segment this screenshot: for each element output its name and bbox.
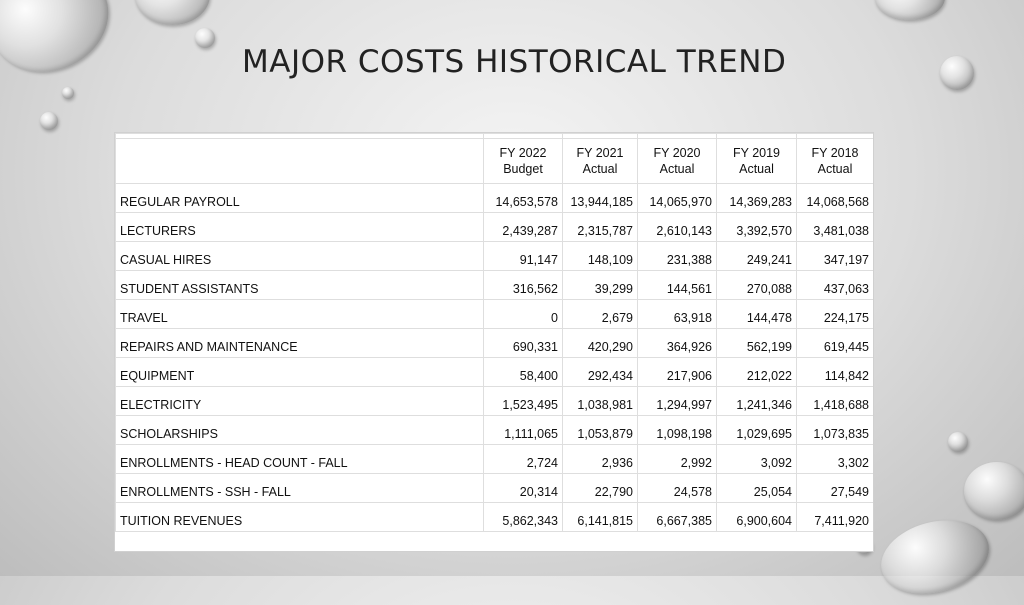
row-label: SCHOLARSHIPS [116,416,484,445]
value-cell: 3,392,570 [717,213,797,242]
column-header: FY 2018 Actual [797,139,874,184]
value-cell: 14,065,970 [638,184,717,213]
water-drop-decoration [873,509,997,605]
water-drop-decoration [875,0,945,20]
table-row [116,213,874,242]
value-cell: 2,936 [563,445,638,474]
value-cell: 0 [484,300,563,329]
value-cell: 58,400 [484,358,563,387]
value-cell: 420,290 [563,329,638,358]
row-label: REGULAR PAYROLL [116,184,484,213]
value-cell: 24,578 [638,474,717,503]
value-cell: 7,411,920 [797,503,874,532]
table-row [116,416,874,445]
table-row [116,329,874,358]
value-cell: 27,549 [797,474,874,503]
value-cell: 1,241,346 [717,387,797,416]
value-cell: 2,992 [638,445,717,474]
row-label: ENROLLMENTS - SSH - FALL [116,474,484,503]
value-cell: 2,315,787 [563,213,638,242]
value-cell: 114,842 [797,358,874,387]
value-cell: 6,900,604 [717,503,797,532]
table-row [116,184,874,213]
value-cell: 5,862,343 [484,503,563,532]
value-cell: 437,063 [797,271,874,300]
slide-title: MAJOR COSTS HISTORICAL TREND [242,44,787,80]
water-drop-decoration [62,87,74,99]
water-drop-decoration [135,0,210,25]
value-cell: 690,331 [484,329,563,358]
column-header: FY 2021 Actual [563,139,638,184]
column-header: FY 2020 Actual [638,139,717,184]
value-cell: 144,561 [638,271,717,300]
value-cell: 25,054 [717,474,797,503]
water-drop-decoration [195,28,215,48]
value-cell: 217,906 [638,358,717,387]
value-cell: 1,294,997 [638,387,717,416]
value-cell: 1,111,065 [484,416,563,445]
table-row [116,474,874,503]
value-cell: 3,302 [797,445,874,474]
value-cell: 148,109 [563,242,638,271]
value-cell: 1,073,835 [797,416,874,445]
row-label: LECTURERS [116,213,484,242]
value-cell: 212,022 [717,358,797,387]
column-header: FY 2019 Actual [717,139,797,184]
table-row [116,242,874,271]
header-row [116,139,874,184]
cost-table [115,133,874,532]
value-cell: 144,478 [717,300,797,329]
value-cell: 270,088 [717,271,797,300]
value-cell: 14,068,568 [797,184,874,213]
value-cell: 249,241 [717,242,797,271]
row-label: STUDENT ASSISTANTS [116,271,484,300]
value-cell: 1,029,695 [717,416,797,445]
row-label: ENROLLMENTS - HEAD COUNT - FALL [116,445,484,474]
water-drop-decoration [948,432,968,452]
value-cell: 22,790 [563,474,638,503]
value-cell: 562,199 [717,329,797,358]
table-row [116,300,874,329]
row-label: CASUAL HIRES [116,242,484,271]
row-label: EQUIPMENT [116,358,484,387]
value-cell: 14,653,578 [484,184,563,213]
value-cell: 3,481,038 [797,213,874,242]
value-cell: 91,147 [484,242,563,271]
value-cell: 292,434 [563,358,638,387]
value-cell: 1,053,879 [563,416,638,445]
value-cell: 1,038,981 [563,387,638,416]
table-row [116,387,874,416]
value-cell: 619,445 [797,329,874,358]
value-cell: 2,679 [563,300,638,329]
value-cell: 63,918 [638,300,717,329]
value-cell: 2,439,287 [484,213,563,242]
row-label: TUITION REVENUES [116,503,484,532]
value-cell: 347,197 [797,242,874,271]
water-drop-decoration [964,462,1024,520]
row-label: REPAIRS AND MAINTENANCE [116,329,484,358]
cost-table-sheet [114,132,874,552]
value-cell: 13,944,185 [563,184,638,213]
water-drop-decoration [940,56,974,90]
value-cell: 6,141,815 [563,503,638,532]
header-label-cell [116,139,484,184]
value-cell: 364,926 [638,329,717,358]
table-row [116,503,874,532]
value-cell: 39,299 [563,271,638,300]
water-drop-decoration [0,0,126,91]
value-cell: 3,092 [717,445,797,474]
table-row [116,271,874,300]
row-label: TRAVEL [116,300,484,329]
value-cell: 20,314 [484,474,563,503]
value-cell: 6,667,385 [638,503,717,532]
value-cell: 2,724 [484,445,563,474]
value-cell: 1,523,495 [484,387,563,416]
value-cell: 316,562 [484,271,563,300]
row-label: ELECTRICITY [116,387,484,416]
value-cell: 1,418,688 [797,387,874,416]
water-drop-decoration [40,112,58,130]
value-cell: 1,098,198 [638,416,717,445]
value-cell: 231,388 [638,242,717,271]
column-header: FY 2022 Budget [484,139,563,184]
value-cell: 2,610,143 [638,213,717,242]
value-cell: 14,369,283 [717,184,797,213]
table-row [116,445,874,474]
value-cell: 224,175 [797,300,874,329]
table-row [116,358,874,387]
